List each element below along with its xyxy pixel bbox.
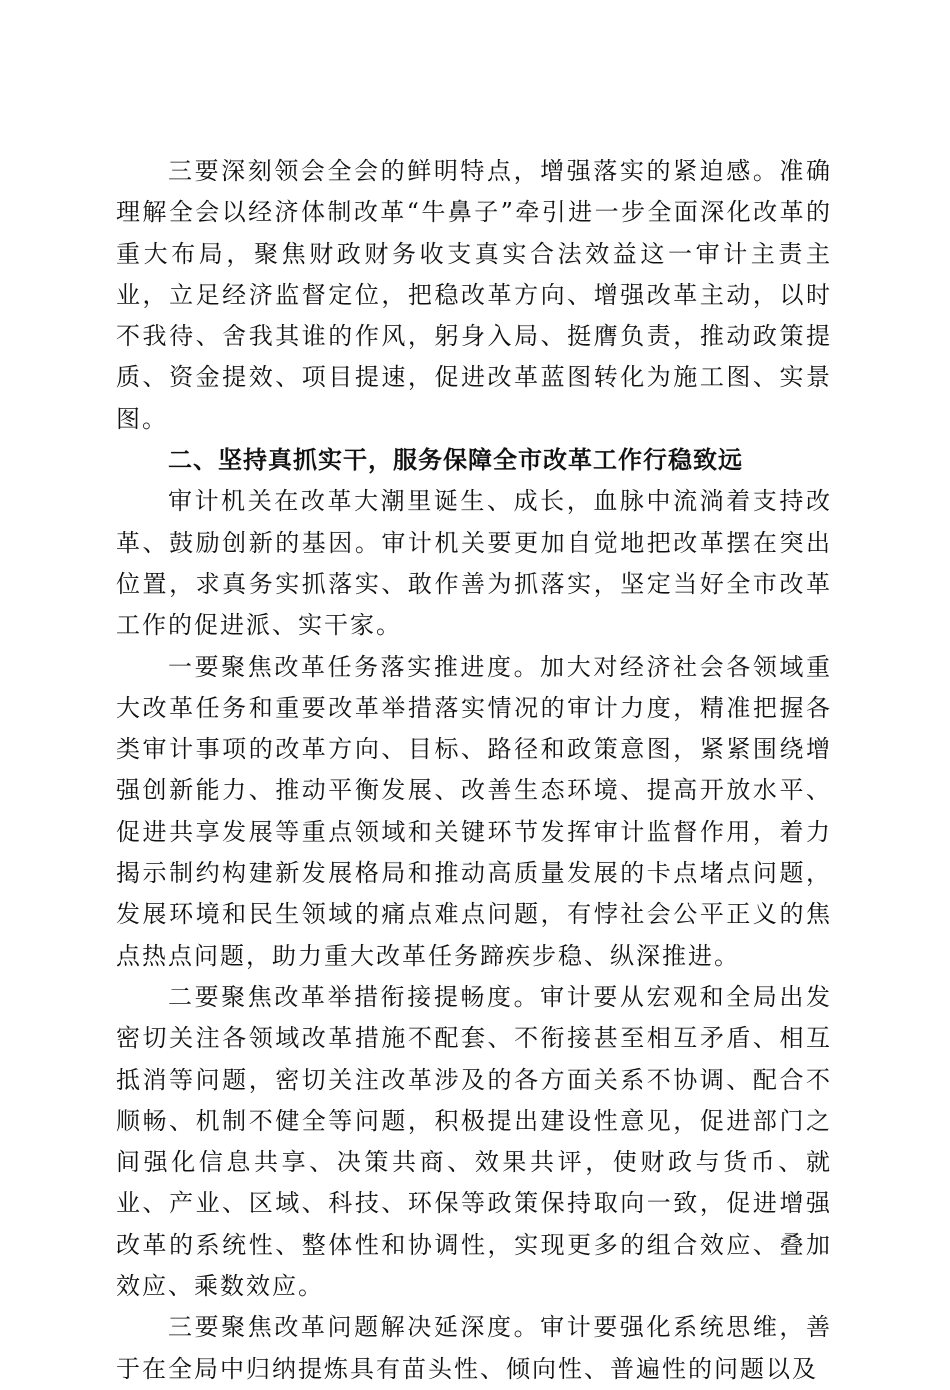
- section-heading: 二、坚持真抓实干，服务保障全市改革工作行稳致远: [168, 446, 743, 475]
- paragraph-deep-understanding: 三要深刻领会全会的鲜明特点，增强落实的紧迫感。准确理解全会以经济体制改革“牛鼻子”牵引进一步全面深化改革的重大布局，聚焦财政财务收支真实合法效益这一审计主责主业，立足经济监督定位，把稳改革方向、增强改革主动，以时不我待、舍我其谁的作风，躬身入局、挺膺负责，推动政策提质、资金提效、项目提速，促进改革蓝图转化为施工图、实景图。: [116, 157, 832, 433]
- paragraph-reform-tasks: 一要聚焦改革任务落实推进度。加大对经济社会各领域重大改革任务和重要改革举措落实情况的审计力度，精准把握各类审计事项的改革方向、目标、路径和政策意图，紧紧围绕增强创新能力、推动平衡发展、改善生态环境、提高开放水平、促进共享发展等重点领域和关键环节发挥审计监督作用，着力揭示制约构建新发展格局和推动高质量发展的卡点堵点问题，发展环境和民生领域的痛点难点问题，有悖社会公平正义的焦点热点问题，助力重大改革任务蹄疾步稳、纵深推进。: [116, 652, 832, 970]
- paragraph-reform-problems: 三要聚焦改革问题解决延深度。审计要强化系统思维，善于在全局中归纳提炼具有苗头性、倾向性、普遍性的问题以及: [116, 1313, 832, 1383]
- paragraph-audit-reform-gene: 审计机关在改革大潮里诞生、成长，血脉中流淌着支持改革、鼓励创新的基因。审计机关要更加自觉地把改革摆在突出位置，求真务实抓落实、敢作善为抓落实，坚定当好全市改革工作的促进派、实干家。: [116, 487, 832, 640]
- document-body: [116, 151, 832, 1390]
- paragraph-reform-measures: 二要聚焦改革举措衔接提畅度。审计要从宏观和全局出发密切关注各领域改革措施不配套、不衔接甚至相互矛盾、相互抵消等问题，密切关注改革涉及的各方面关系不协调、配合不顺畅、机制不健全等问题，积极提出建设性意见，促进部门之间强化信息共享、决策共商、效果共评，使财政与货币、就业、产业、区域、科技、环保等政策保持取向一致，促进增强改革的系统性、整体性和协调性，实现更多的组合效应、叠加效应、乘数效应。: [116, 982, 832, 1301]
